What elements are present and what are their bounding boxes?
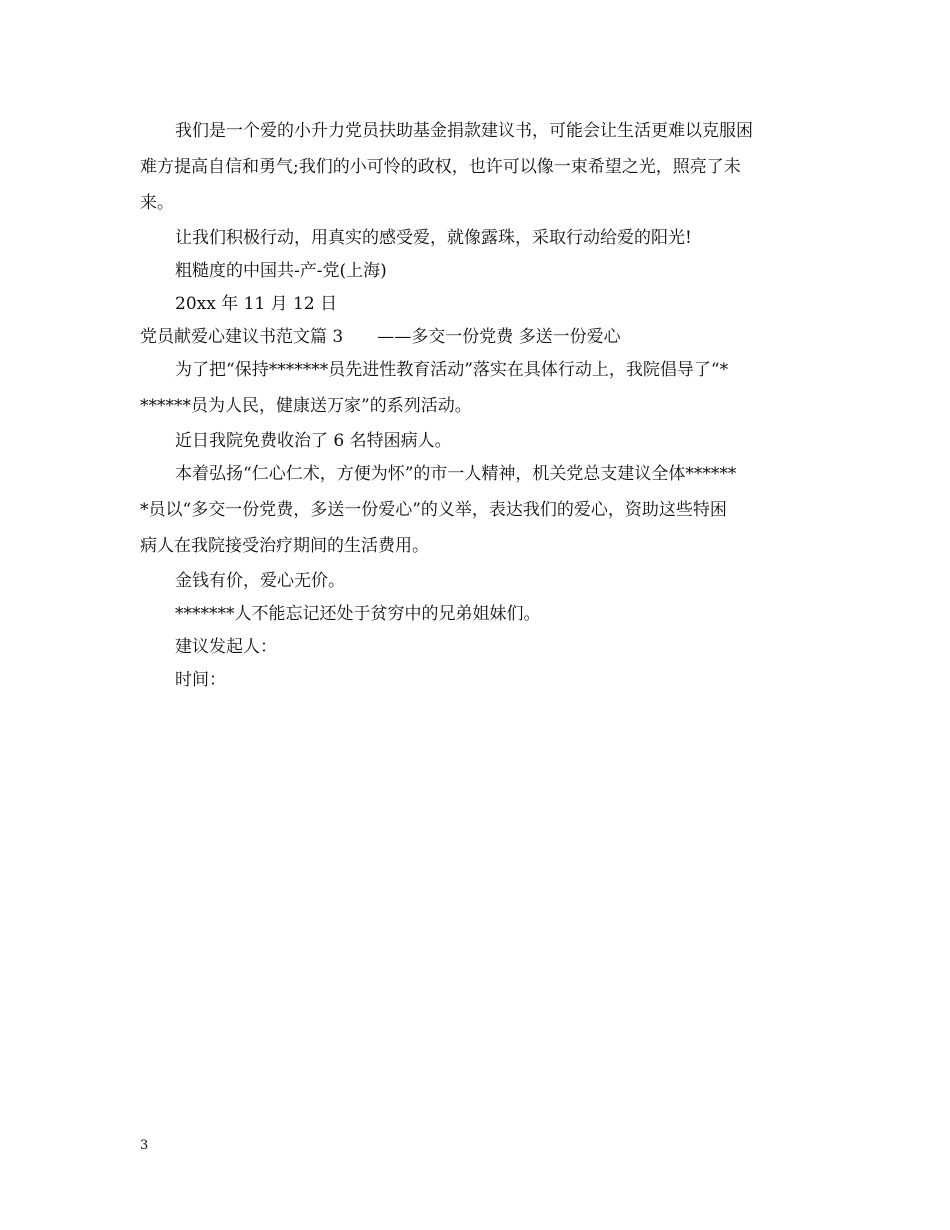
paragraph-line: 为了把“保持*******员先进性教育活动”落实在具体行动上，我院倡导了“*: [175, 360, 729, 380]
page-number: 3: [140, 1138, 149, 1153]
paragraph-line: 我们是一个爱的小升力党员扶助基金捐款建议书，可能会让生活更难以克服困: [175, 121, 753, 141]
paragraph-line: *员以“多交一份党费，多送一份爱心”的义举，表达我们的爱心，资助这些特困: [140, 500, 727, 520]
paragraph-line: 难方提高自信和勇气;我们的小可怜的政权，也许可以像一束希望之光，照亮了未: [140, 157, 741, 177]
paragraph-line: 金钱有价，爱心无价。: [175, 571, 345, 591]
paragraph-line: 近日我院免费收治了 6 名特困病人。: [175, 431, 452, 451]
paragraph-line: 病人在我院接受治疗期间的生活费用。: [140, 536, 429, 556]
paragraph-line: *******人不能忘记还处于贫穷中的兄弟姐妹们。: [175, 604, 541, 624]
date-line: 20xx 年 11 月 12 日: [175, 294, 338, 314]
time-label: 时间：: [175, 670, 226, 690]
initiator-label: 建议发起人：: [175, 637, 277, 657]
section-heading: 党员献爱心建议书范文篇 3 ——多交一份党费 多送一份爱心: [140, 327, 621, 347]
paragraph-line: 来。: [140, 193, 174, 213]
paragraph-line: ******员为人民，健康送万家”的系列活动。: [140, 396, 472, 416]
paragraph-line: 让我们积极行动，用真实的感受爱，就像露珠，采取行动给爱的阳光!: [175, 228, 692, 248]
paragraph-line: 本着弘扬“仁心仁术，方便为怀”的市一人精神，机关党总支建议全体******: [175, 464, 737, 484]
paragraph-line: 粗糙度的中国共-产-党(上海): [175, 261, 387, 281]
